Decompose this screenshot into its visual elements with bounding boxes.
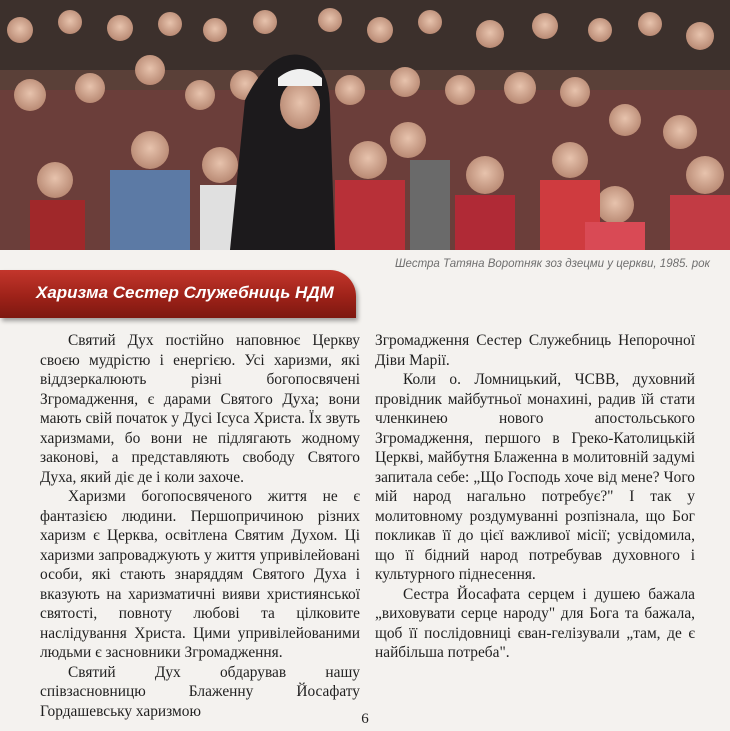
photo-illustration (0, 0, 730, 250)
paragraph: Згромадження Сестер Служебниць Непорочної Діви Марії. (375, 332, 695, 369)
page-number: 6 (361, 711, 369, 727)
right-column (375, 331, 695, 663)
left-column (40, 331, 360, 721)
paragraph: Святий Дух постійно наповнює Церкву своєю мудрістю і енергією. Усі харизми, які віддзеркалюють різні богопосвячені Згромадження, є дарами Святого Духа; вони мають свій початок у Дусі Ісуса Христа. Їх звуть харизмами, бо вони не підлягають жодному законові, а представляють свободу Святого Духа, який діє де і коли захоче. (40, 332, 360, 486)
paragraph: Сестра Йосафата серцем і душею бажала „виховувати серце народу" для Бога та бажала, щоб її послідовниці єван-гелізували „там, де є найбільша потреба". (375, 585, 695, 661)
section-banner (0, 270, 356, 318)
paragraph: Святий Дух обдарував нашу співзасновницю Блаженну Йосафату Гордашевську харизмою (40, 663, 360, 720)
paragraph: Коли о. Ломницький, ЧСВВ, духовний провідник майбутньої монахині, радив їй стати членкинею нового апостольського Згромадження, першого в Греко-Католицькій Церкві, майбутня Блаженна в молитовній задумі запитала себе: „Що Господь хоче від мене? Чого мій народ нагально потребує?" І так у молитовному роздумуванні розпізнала, що Бог покликав її до цієї важливої місії; усвідомила, що її бідний народ потребував духовного і культурного піднесення. (375, 371, 695, 583)
paragraph: Харизми богопосвяченого життя не є фантазією людини. Першопричиною різних харизм є Церква, освітлена Святим Духом. Ці харизми запроваджують у життя упривілейовані особи, які стають знаряддям Святого Духа і вказують на харизматичні вияви християнської святості, повноту любові та цілковите наслідування Христа. Цими упривілейованими людьми є засновники Згромадження. (40, 488, 360, 661)
section-title: Харизма Сестер Служебниць НДМ (36, 283, 334, 302)
church-group-photo (0, 0, 730, 250)
photo-caption: Шестра Татяна Воротняк зоз дзецми у церкви, 1985. рок (394, 258, 710, 270)
